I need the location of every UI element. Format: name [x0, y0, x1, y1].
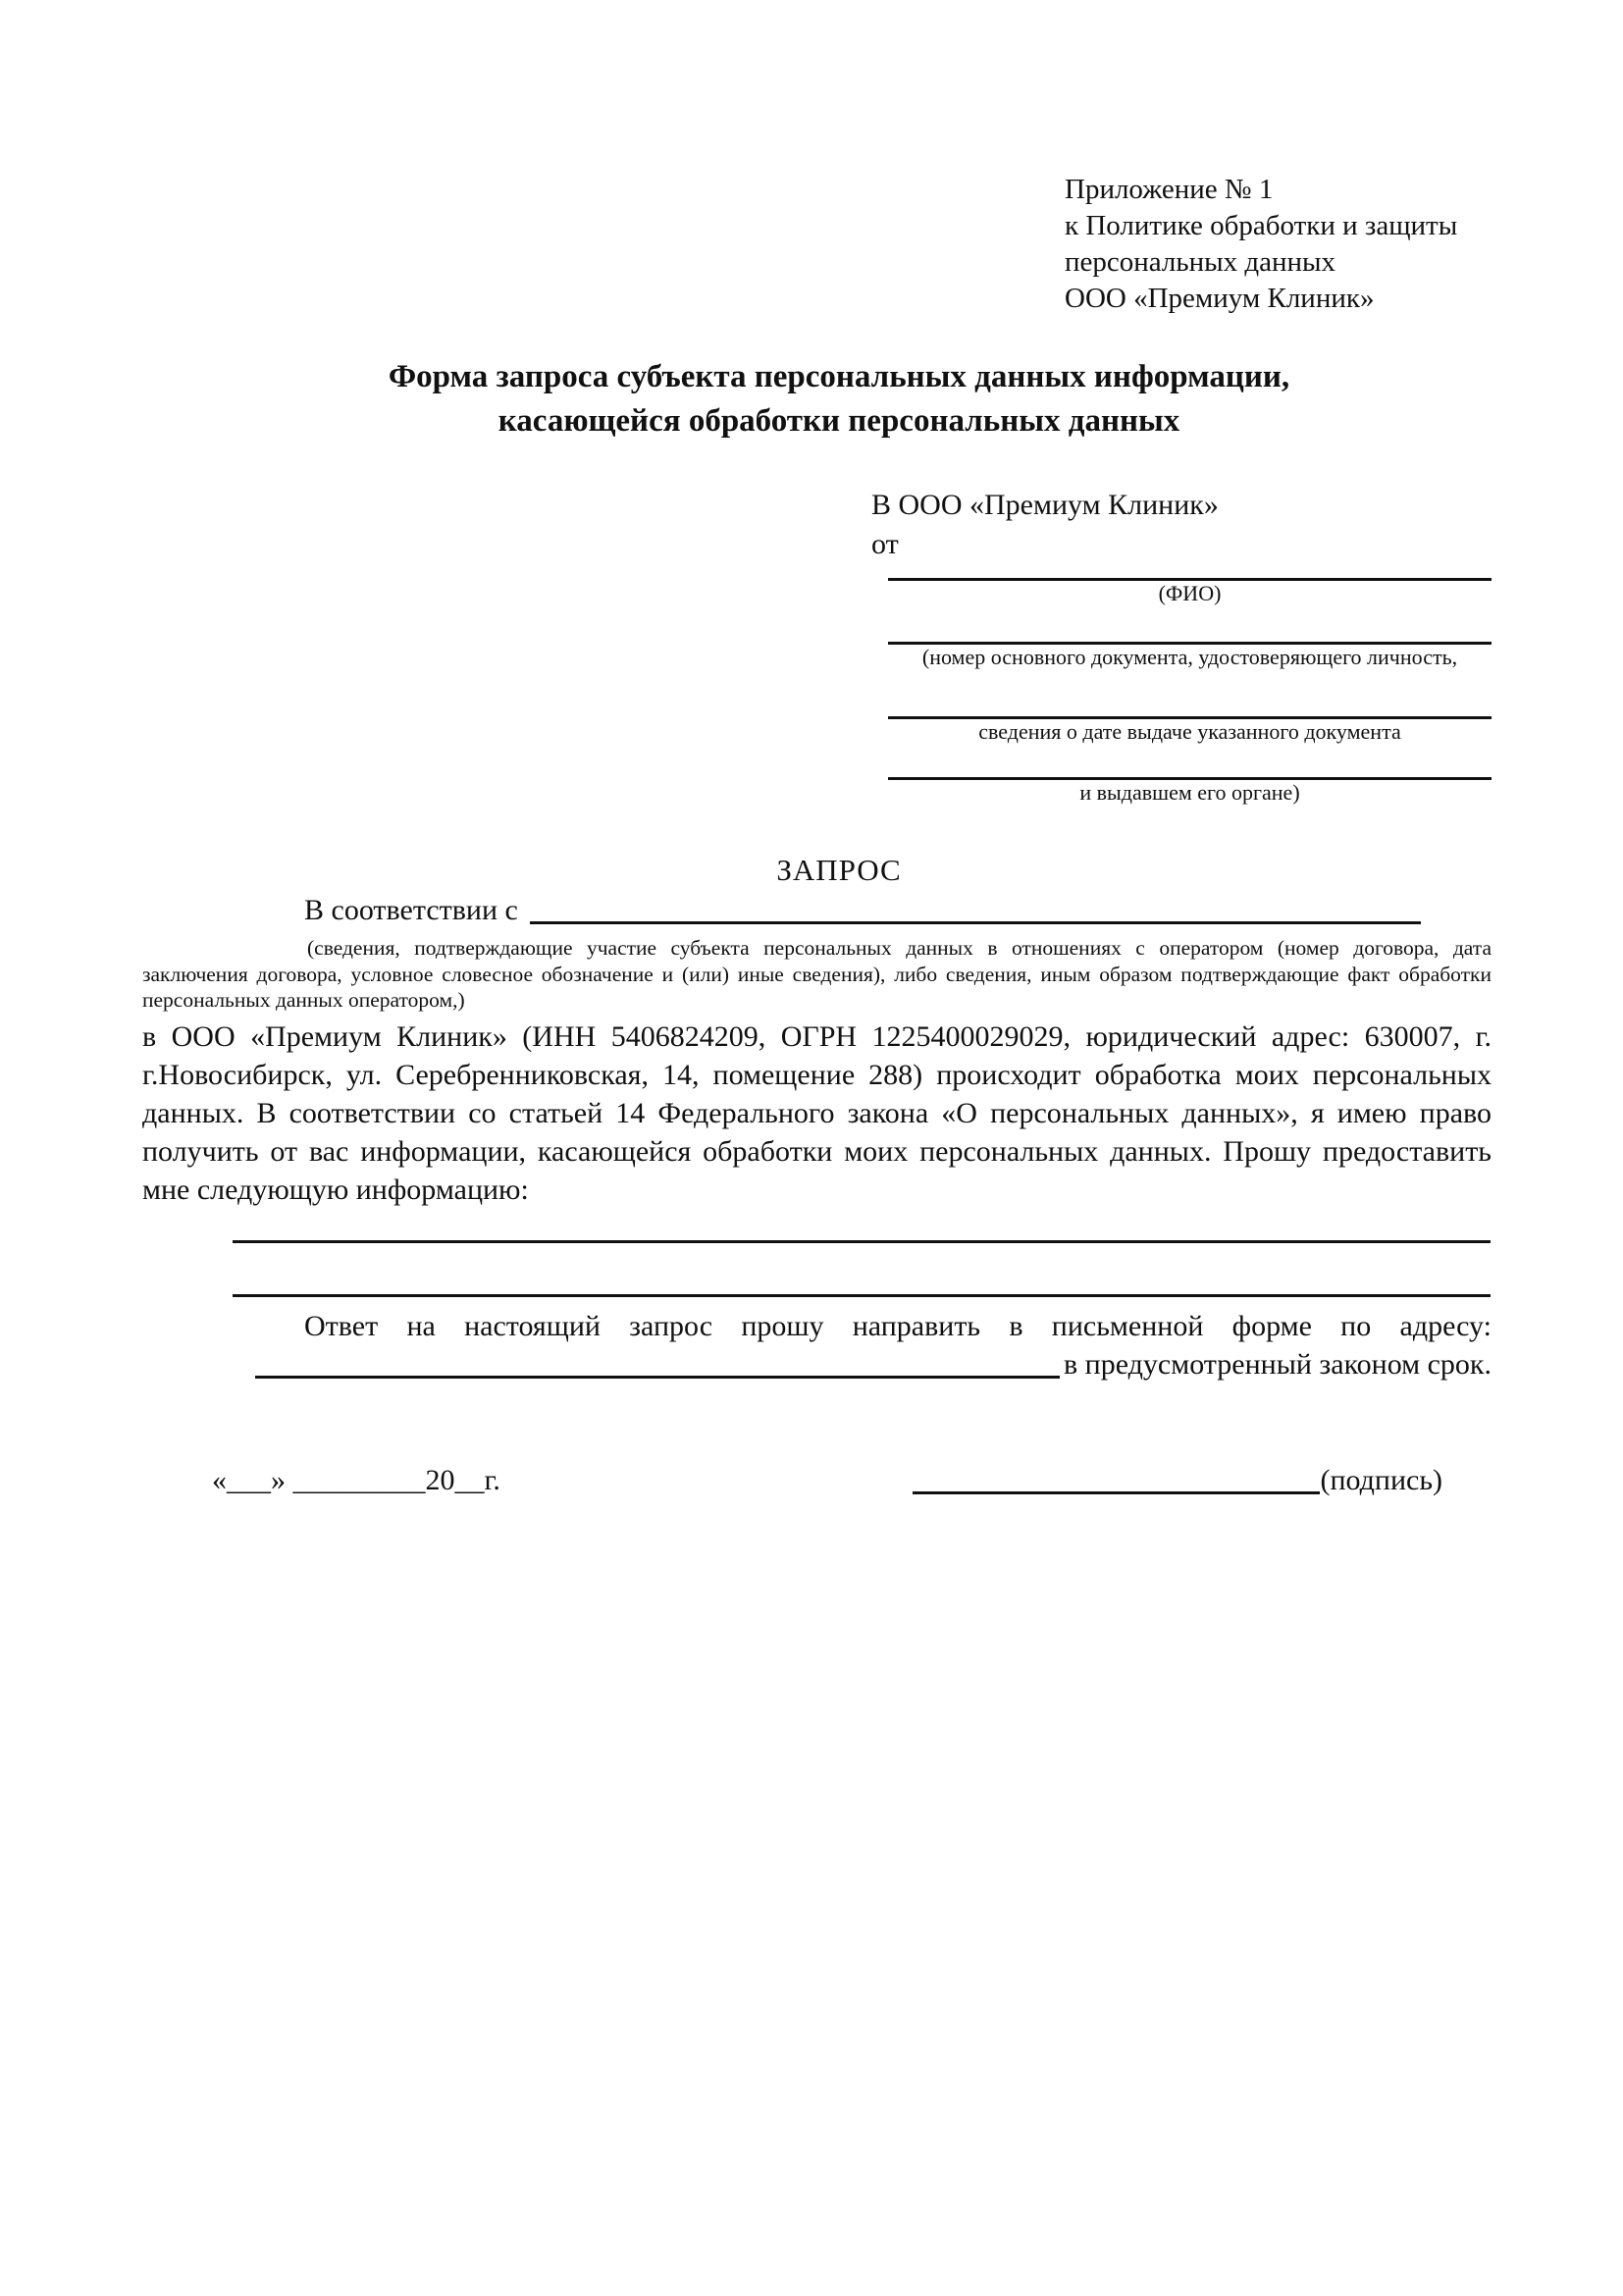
issue-date-caption: сведения о дате выдаче указанного документа [978, 719, 1401, 744]
addressee-organization: В ООО «Премиум Клиник» [871, 489, 1219, 521]
document-title-line: касающейся обработки персональных данных [497, 403, 1180, 439]
fio-caption: (ФИО) [1158, 581, 1222, 605]
reply-paragraph [142, 1307, 1492, 1383]
fine-print-note: (сведения, подтверждающие участие субъекта персональных данных в отношениях с оператором (номер договора, дата заключения договора, условное словесное обозначение и (или) иные сведения), либо сведения, иным образом подтверждающие факт обработки персональных данных оператором,) [142, 936, 1492, 1012]
information-blank-line [233, 1240, 1491, 1243]
accordance-prefix: В соответствии с [304, 894, 518, 926]
reply-address-row [142, 1345, 1492, 1383]
appendix-block [1065, 172, 1457, 317]
information-blank-line [233, 1294, 1491, 1297]
reply-suffix: в предусмотренный законом срок. [1064, 1348, 1492, 1381]
document-title [186, 355, 1492, 444]
addressee-from-label: от [871, 528, 899, 560]
accordance-row [142, 891, 1492, 930]
request-body-paragraph: в ООО «Премиум Клиник» (ИНН 5406824209, ОГРН 1225400029029, юридический адрес: 630007, г. г.Новосибирск, ул. Серебренниковская, 14, помещение 288) происходит обработка моих персональных данных. В соответствии со статьей 14 Федерального закона «О персональных данных», я имею право получить от вас информации, касающейся обработки моих персональных данных. Прошу предоставить мне следующую информацию: [142, 1020, 1492, 1206]
reply-instruction: Ответ на настоящий запрос прошу направить в письменной форме по адресу: [304, 1310, 1492, 1342]
reply-address-blank-field [255, 1376, 1060, 1379]
issuing-authority-caption: и выдавшем его органе) [1079, 780, 1300, 805]
date-signature-row [212, 1461, 1442, 1500]
request-heading: ЗАПРОС [776, 853, 902, 887]
document-number-caption: (номер основного документа, удостоверяющего личность, [921, 645, 1458, 669]
signature-caption: (подпись) [1320, 1464, 1442, 1496]
accordance-blank-field [530, 921, 1421, 924]
document-title-line: Форма запроса субъекта персональных данных информации, [388, 359, 1290, 394]
appendix-line: ООО «Премиум Клиник» [1065, 283, 1375, 314]
appendix-line: Приложение № 1 [1065, 174, 1274, 205]
addressee-block [871, 486, 1492, 806]
appendix-line: к Политике обработки и защиты [1065, 210, 1458, 241]
appendix-line: персональных данных [1065, 246, 1336, 278]
signature-blank-field [913, 1491, 1320, 1494]
date-blank-template: «___» _________20__г. [212, 1464, 500, 1496]
